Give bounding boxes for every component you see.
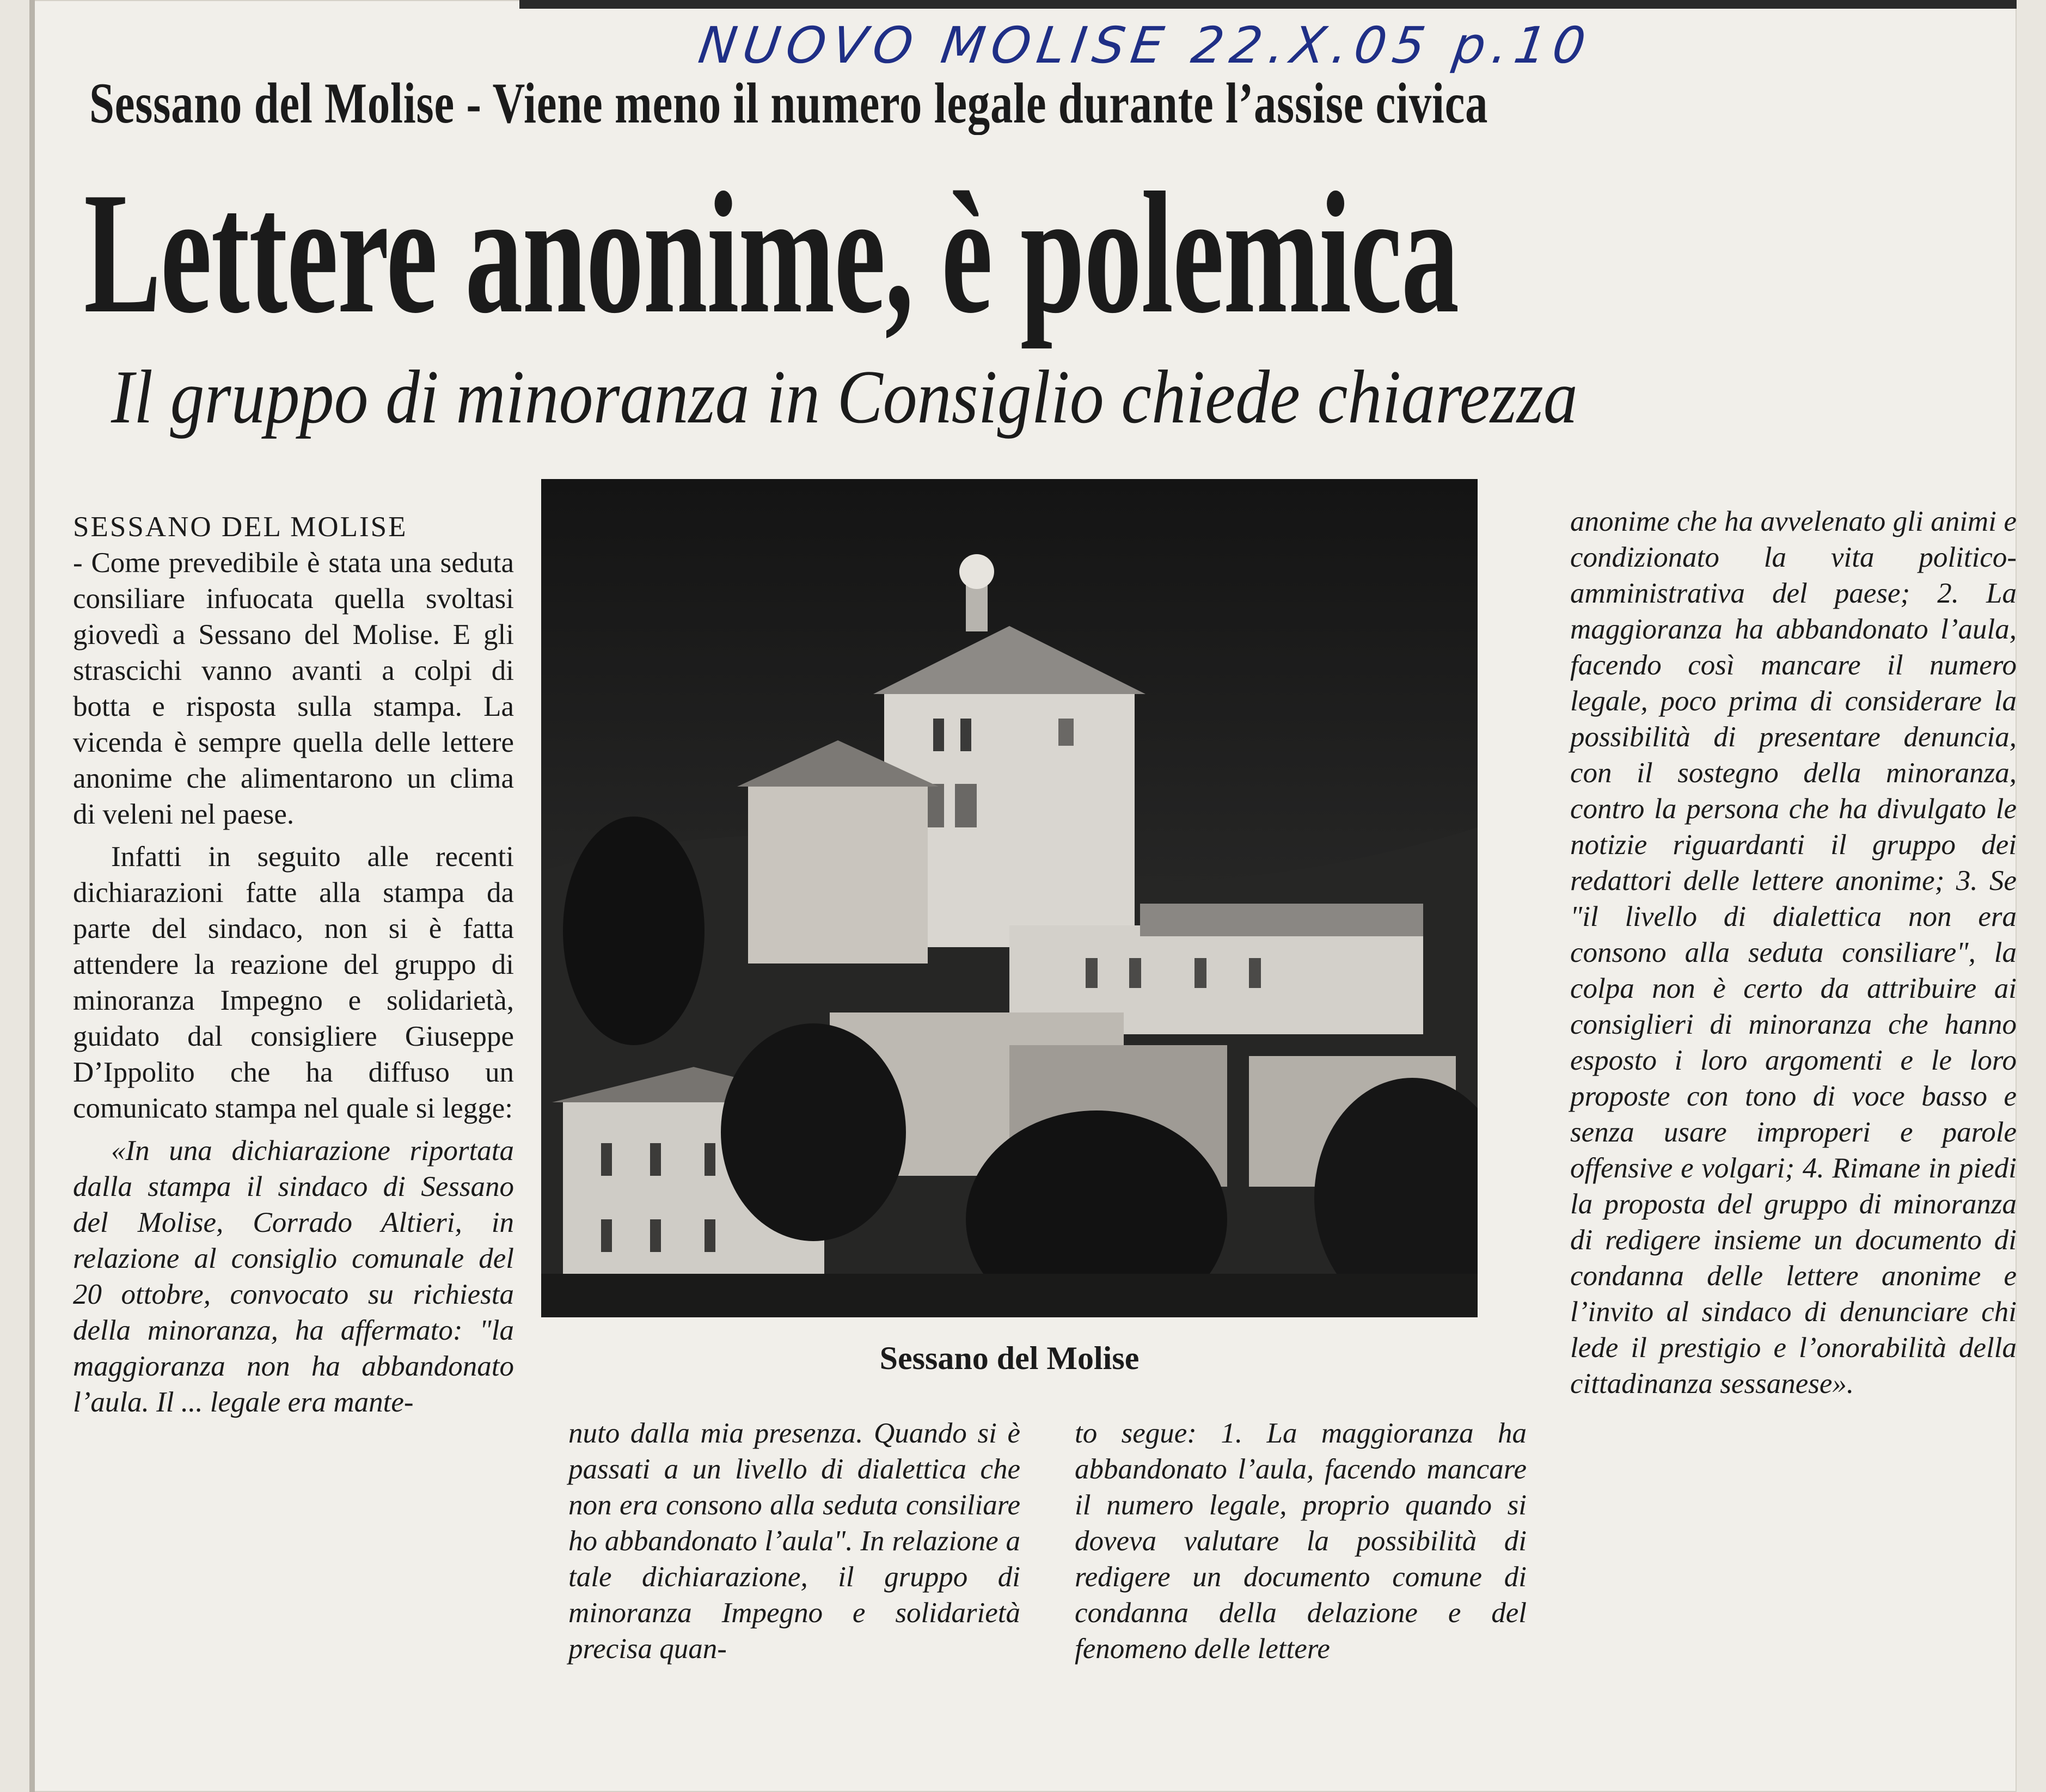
paragraph-3: «In una dichiarazione riportata dalla stampa il sindaco di Sessano del Molise, Corrado Altieri, in relazione al consiglio comunale del 20 ottobre, convocato su richiesta della minoranza, ha affermato: "la maggioranza non ha abbandonato l’aula. Il ... legale era mante- [73, 1135, 514, 1418]
article-column-1 [73, 509, 514, 1420]
photo-caption: Sessano del Molise [879, 1340, 1140, 1376]
paragraph-1: - Come prevedibile è stata una seduta consiliare infuocata quella svoltasi giovedì a Sessano del Molise. E gli strascichi vanno avanti a colpi di botta e risposta sulla stampa. La vicenda è sempre quella delle lettere anonime che alimentarono un clima di veleni nel paese. [73, 547, 514, 830]
dateline: SESSANO DEL MOLISE [73, 511, 408, 543]
article-column-2: nuto dalla mia presenza. Quando si è passati a un livello di dialettica che non era consono alla seduta consiliare ho abbandonato l’aula". In relazione a tale dichiarazione, il gruppo di minoranza Impegno e solidarietà precisa quan- [568, 1417, 1020, 1665]
subheadline: Il gruppo di minoranza in Consiglio chiede chiarezza [111, 355, 1578, 439]
town-photo [541, 479, 1478, 1317]
article-column-4: anonime che ha avvelenato gli animi e condizionato la vita politico-amministrativa del paese; 2. La maggioranza ha abbandonato l’aula, facendo così mancare il numero legale, poco prima di considerare la possibilità di presentare denuncia, con il sostegno della minoranza, contro la persona che ha divulgato le notizie riguardanti il gruppo dei redattori delle lettere anonime; 3. Se "il livello di dialettica non era consono alla seduta consiliare", la colpa non è certo da attribuire ai consiglieri di minoranza che hanno esposto i loro argomenti e le loro proposte con tono di voce basso e senza usare improperi e parole offensive e volgari; 4. Rimane in piedi la proposta del gruppo di minoranza di redigere insieme un documento di condanna delle lettere anonime e l’invito al sindaco di denunciare chi lede il prestigio e l’onorabilità della cittadinanza sessanese». [1570, 506, 2017, 1400]
article-column-3: to segue: 1. La maggioranza ha abbandonato l’aula, facendo mancare il numero legale, proprio quando si doveva valutare la possibilità di redigere un documento comune di condanna della delazione e del fenomeno delle lettere [1075, 1417, 1527, 1665]
top-rule [519, 0, 2017, 9]
church-village-image [541, 479, 1478, 1317]
paragraph-2: Infatti in seguito alle recenti dichiarazioni fatte alla stampa da parte del sindaco, non si è fatta attendere la reazione del gruppo di minoranza Impegno e solidarietà, guidato dal consigliere Giuseppe D’Ippolito che ha diffuso un comunicato stampa nel quale si legge: [73, 841, 514, 1124]
kicker: Sessano del Molise - Viene meno il numero legale durante l’assise civica [89, 71, 1488, 135]
handwritten-source-note: NUOVO MOLISE 22.X.05 p.10 [695, 16, 1596, 75]
headline: Lettere anonime, è polemica [84, 157, 1459, 349]
newspaper-clipping [29, 0, 2017, 1792]
